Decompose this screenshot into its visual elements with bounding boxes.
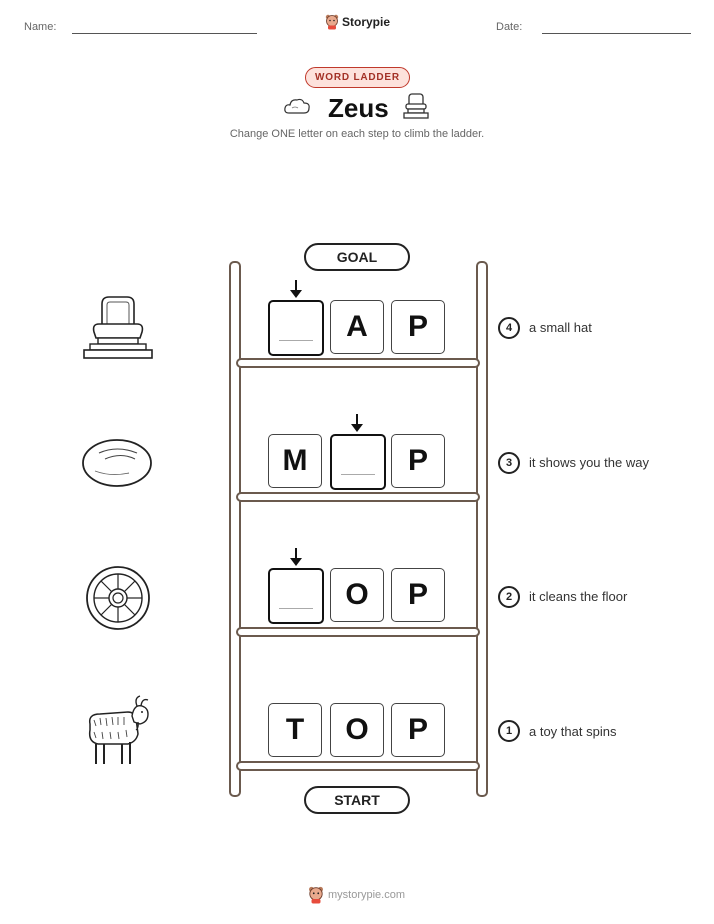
letter-tile-blank[interactable]	[268, 568, 324, 624]
name-field[interactable]	[72, 33, 257, 34]
brand-logo	[325, 14, 390, 30]
start-label: START	[304, 786, 410, 814]
stone-picture	[81, 437, 153, 489]
letter-tile: P	[391, 568, 445, 622]
step-number: 1	[498, 720, 520, 742]
throne-icon	[402, 92, 430, 120]
step-number: 4	[498, 317, 520, 339]
brand-name: Storypie	[342, 15, 391, 29]
letter-tile: P	[391, 434, 445, 488]
footer	[308, 886, 405, 904]
date-field[interactable]	[542, 33, 691, 34]
letter-tile-blank[interactable]	[268, 300, 324, 356]
bear-mascot-icon	[325, 14, 339, 30]
goal-label: GOAL	[304, 243, 410, 271]
step-number: 2	[498, 586, 520, 608]
letter-tile: T	[268, 703, 322, 757]
down-arrow-icon	[350, 414, 364, 432]
letter-tile: P	[391, 703, 445, 757]
name-label: Name:	[24, 21, 57, 33]
letter-tile: A	[330, 300, 384, 354]
ladder-rail-right	[476, 261, 488, 797]
ladder-rung	[236, 761, 480, 771]
instructions: Change ONE letter on each step to climb the ladder.	[229, 128, 485, 140]
ladder-rail-left	[229, 261, 241, 797]
clue-text: it cleans the floor	[529, 589, 628, 604]
bear-mascot-icon	[308, 886, 324, 904]
letter-tile: M	[268, 434, 322, 488]
footer-url: mystorypie.com	[328, 889, 406, 901]
throne-picture	[82, 294, 154, 362]
ladder-rung	[236, 627, 480, 637]
letter-tile: O	[330, 703, 384, 757]
clue-text: it shows you the way	[529, 455, 649, 470]
page-title: Zeus	[328, 93, 389, 123]
down-arrow-icon	[289, 280, 303, 298]
letter-tile: P	[391, 300, 445, 354]
down-arrow-icon	[289, 548, 303, 566]
ladder-rung	[236, 492, 480, 502]
letter-tile: O	[330, 568, 384, 622]
clue-text: a small hat	[529, 320, 592, 335]
letter-tile-blank[interactable]	[330, 434, 386, 490]
ladder-rung	[236, 358, 480, 368]
cloud-icon	[283, 95, 311, 117]
shield-picture	[85, 565, 151, 631]
word-ladder-badge: WORD LADDER	[305, 67, 410, 88]
clue-text: a toy that spins	[529, 724, 617, 739]
date-label: Date:	[496, 21, 523, 33]
step-number: 3	[498, 452, 520, 474]
goat-picture	[82, 694, 154, 768]
